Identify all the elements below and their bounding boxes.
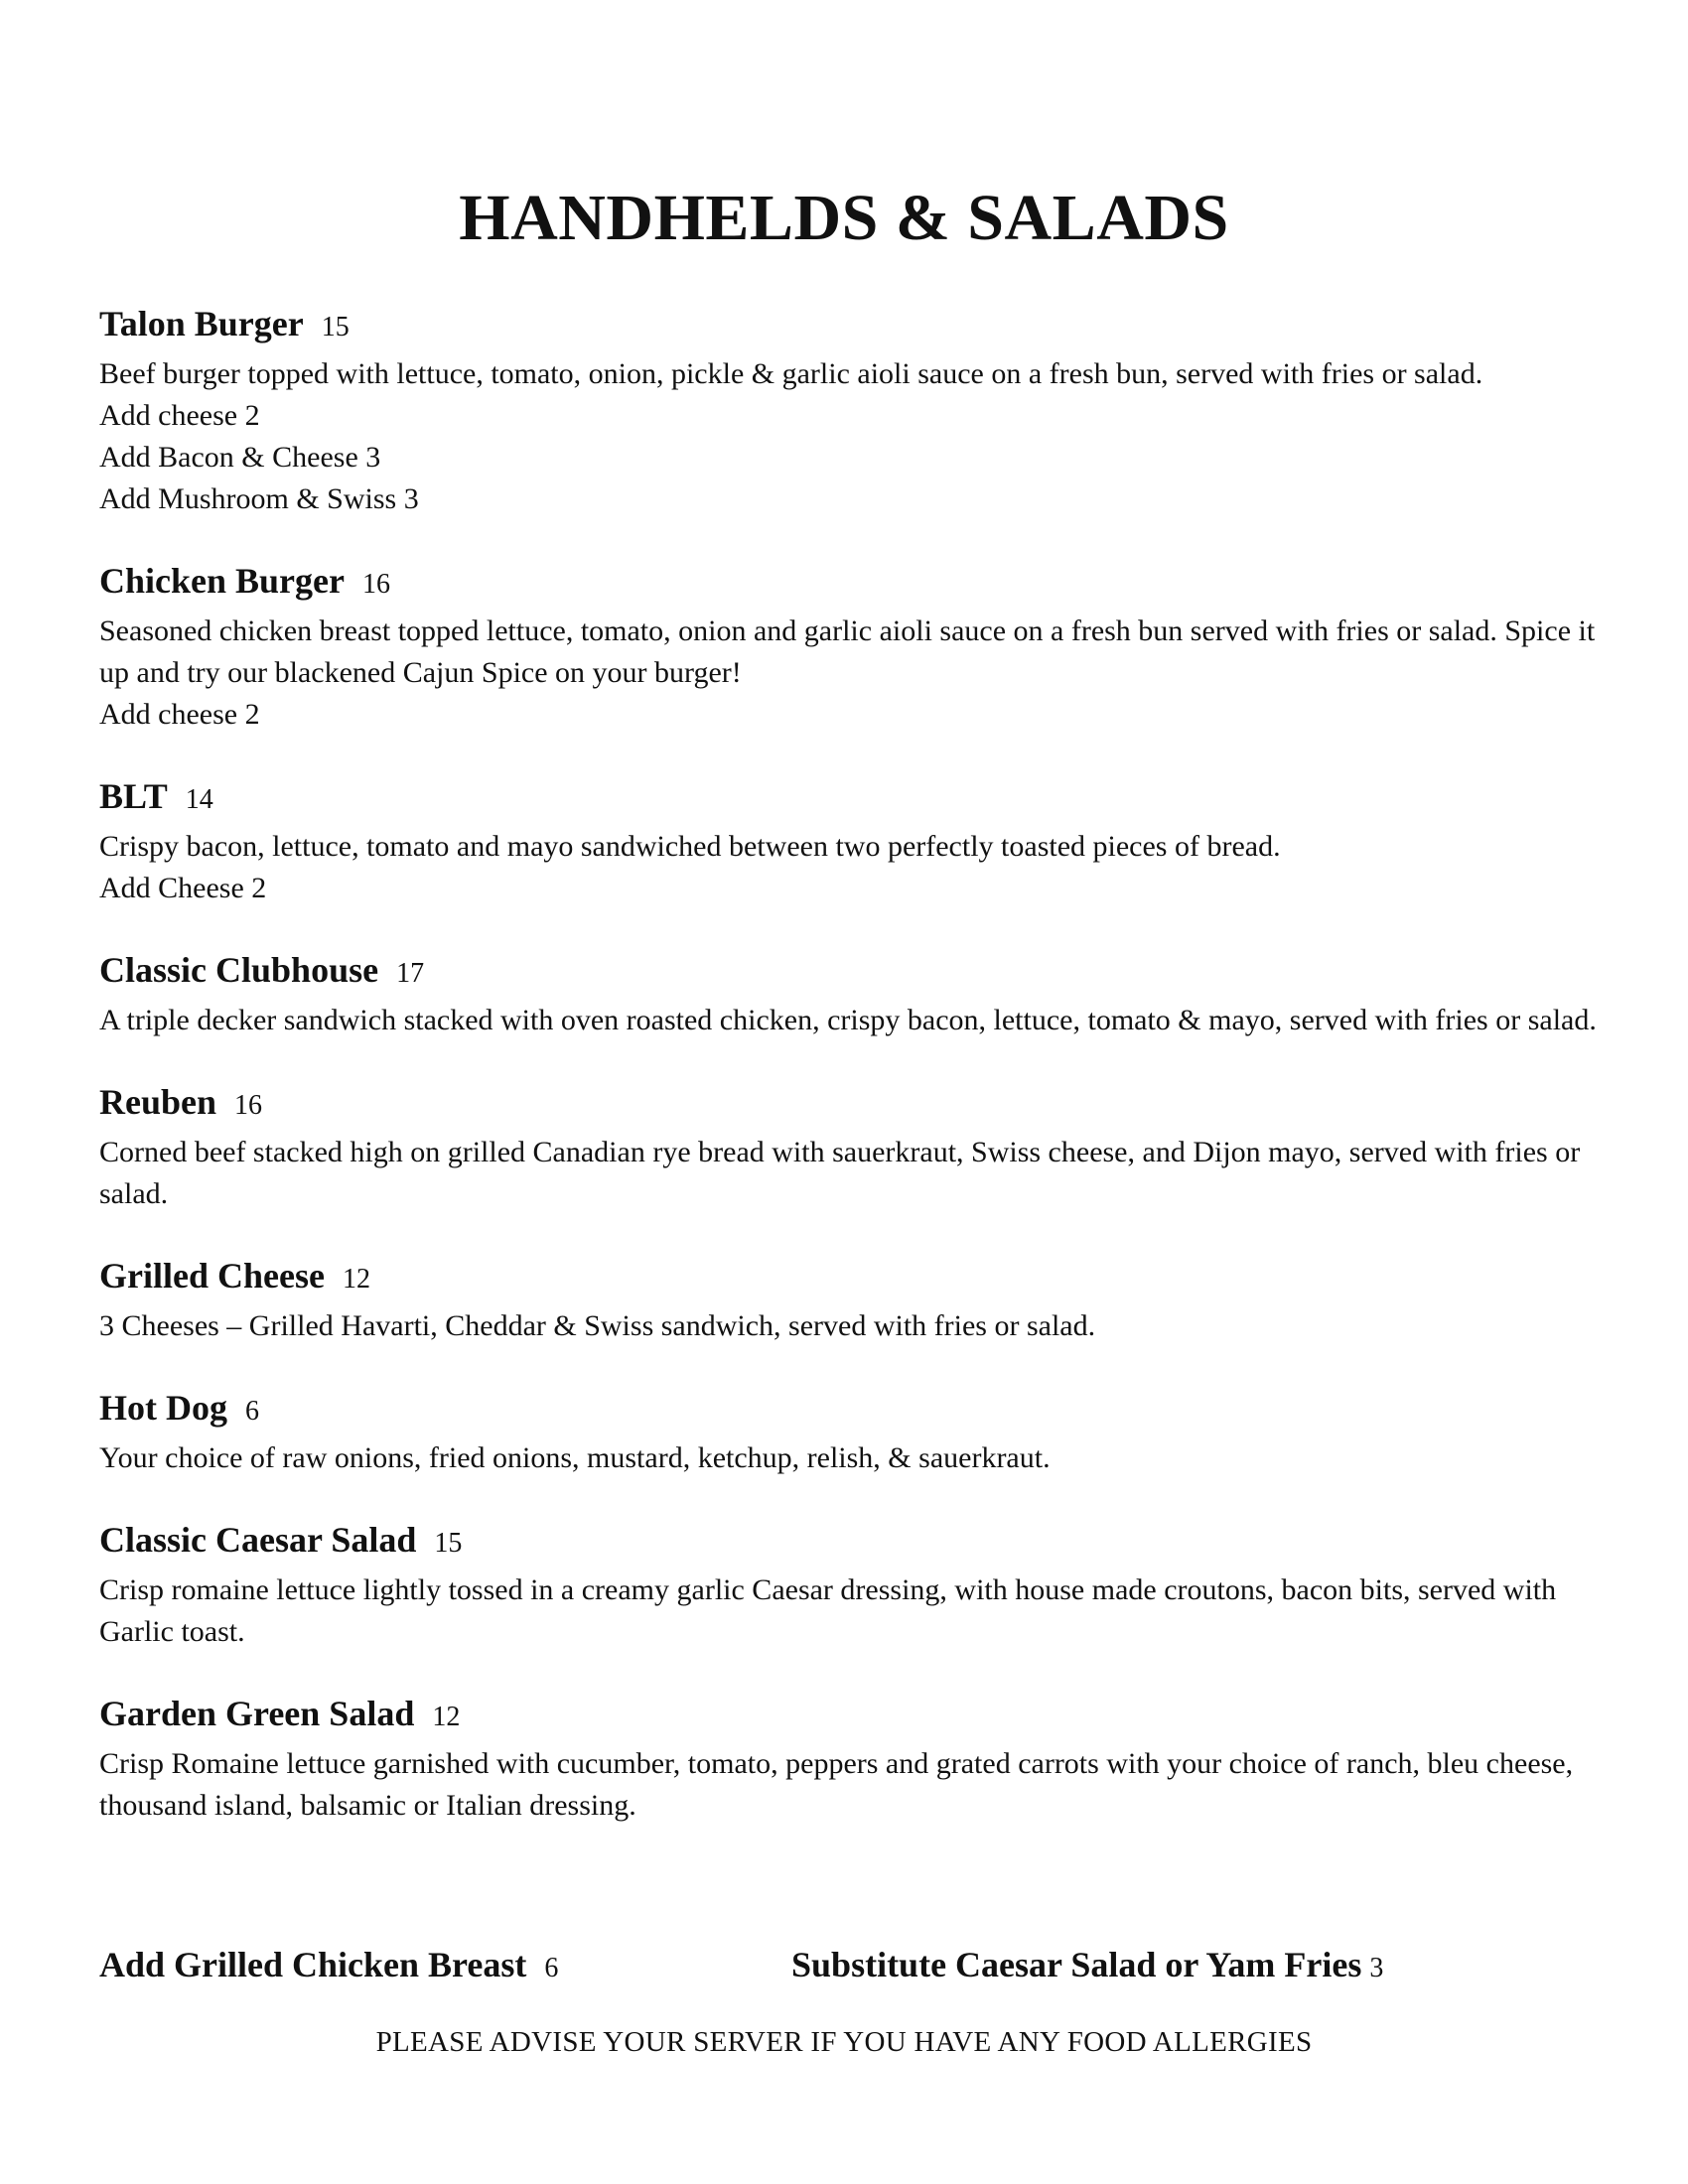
menu-item-header bbox=[99, 1078, 1599, 1130]
menu-item-header bbox=[99, 1690, 1599, 1741]
menu-item-blt bbox=[99, 772, 1599, 909]
menu-item-header bbox=[99, 946, 1599, 998]
menu-item-price: 12 bbox=[342, 1264, 370, 1295]
page-title: HANDHELDS & SALADS bbox=[459, 182, 1229, 254]
menu-item-classic-clubhouse bbox=[99, 946, 1599, 1041]
menu-item-garden-green-salad bbox=[99, 1690, 1599, 1827]
extra-price: 3 bbox=[1369, 1953, 1384, 1983]
menu-item-name: Grilled Cheese bbox=[99, 1256, 325, 1296]
menu-item-description: 3 Cheeses – Grilled Havarti, Cheddar & Swiss sandwich, served with fries or salad. bbox=[99, 1309, 1096, 1342]
menu-item-name: Classic Caesar Salad bbox=[99, 1520, 417, 1560]
menu-item-name: Hot Dog bbox=[99, 1388, 227, 1428]
menu-item-description: Crisp romaine lettuce lightly tossed in a creamy garlic Caesar dressing, with house made croutons, bacon bits, served with Garlic toast. bbox=[99, 1573, 1557, 1648]
extra-price: 6 bbox=[544, 1953, 559, 1983]
menu-item-header bbox=[99, 300, 1599, 351]
menu-item-chicken-burger bbox=[99, 557, 1599, 736]
menu-item-reuben bbox=[99, 1078, 1599, 1215]
menu-item-price: 15 bbox=[434, 1528, 463, 1559]
menu-item-name: Chicken Burger bbox=[99, 561, 345, 601]
menu-item-addon: Add Bacon & Cheese 3 bbox=[99, 441, 381, 474]
menu-item-description: Corned beef stacked high on grilled Canadian rye bread with sauerkraut, Swiss cheese, and Dijon mayo, served with fries or salad. bbox=[99, 1136, 1581, 1210]
menu-item-price: 12 bbox=[432, 1702, 461, 1732]
menu-item-hot-dog bbox=[99, 1384, 1599, 1479]
menu-item-description: A triple decker sandwich stacked with oven roasted chicken, crispy bacon, lettuce, tomato & mayo, served with fries or salad. bbox=[99, 1004, 1597, 1036]
menu-item-description: Seasoned chicken breast topped lettuce, tomato, onion and garlic aioli sauce on a fresh bun served with fries or salad. Spice it up and try our blackened Cajun Spice on your burger! bbox=[99, 614, 1596, 689]
extra-substitute-side bbox=[791, 1941, 1383, 1992]
menu-item-price: 6 bbox=[245, 1396, 259, 1427]
menu-item-name: Reuben bbox=[99, 1082, 217, 1122]
menu-item-price: 17 bbox=[396, 958, 425, 989]
extra-grilled-chicken bbox=[99, 1941, 558, 1992]
extra-name: Substitute Caesar Salad or Yam Fries bbox=[791, 1945, 1362, 1984]
menu-item-addon: Add Cheese 2 bbox=[99, 872, 267, 904]
menu-item-name: Classic Clubhouse bbox=[99, 950, 379, 990]
menu-item-talon-burger bbox=[99, 300, 1599, 520]
menu-item-description: Crispy bacon, lettuce, tomato and mayo sandwiched between two perfectly toasted pieces of bread. bbox=[99, 830, 1281, 863]
menu-items bbox=[99, 300, 1599, 1863]
menu-item-header bbox=[99, 1384, 1599, 1435]
menu-item-header bbox=[99, 1252, 1599, 1303]
menu-item-name: Talon Burger bbox=[99, 304, 304, 343]
menu-item-header bbox=[99, 1516, 1599, 1568]
menu-item-price: 16 bbox=[362, 569, 390, 600]
menu-item-price: 16 bbox=[234, 1090, 263, 1121]
menu-item-description: Crisp Romaine lettuce garnished with cucumber, tomato, peppers and grated carrots with your choice of ranch, bleu cheese, thousand island, balsamic or Italian dressing. bbox=[99, 1747, 1574, 1822]
menu-item-grilled-cheese bbox=[99, 1252, 1599, 1347]
menu-item-addon: Add cheese 2 bbox=[99, 399, 260, 432]
menu-item-price: 14 bbox=[185, 784, 213, 815]
menu-item-addon: Add Mushroom & Swiss 3 bbox=[99, 482, 419, 515]
menu-extras bbox=[99, 1941, 1599, 2000]
menu-item-header bbox=[99, 772, 1599, 824]
menu-item-name: BLT bbox=[99, 776, 168, 816]
menu-item-description: Your choice of raw onions, fried onions, mustard, ketchup, relish, & sauerkraut. bbox=[99, 1441, 1051, 1474]
menu-item-name: Garden Green Salad bbox=[99, 1694, 415, 1733]
menu-item-addon: Add cheese 2 bbox=[99, 698, 260, 731]
menu-item-price: 15 bbox=[321, 312, 350, 342]
extra-name: Add Grilled Chicken Breast bbox=[99, 1945, 527, 1984]
menu-item-classic-caesar-salad bbox=[99, 1516, 1599, 1653]
menu-item-header bbox=[99, 557, 1599, 609]
allergy-notice: PLEASE ADVISE YOUR SERVER IF YOU HAVE ANY FOOD ALLERGIES bbox=[375, 2026, 1313, 2058]
menu-item-description: Beef burger topped with lettuce, tomato, onion, pickle & garlic aioli sauce on a fresh bun, served with fries or salad. bbox=[99, 357, 1483, 390]
